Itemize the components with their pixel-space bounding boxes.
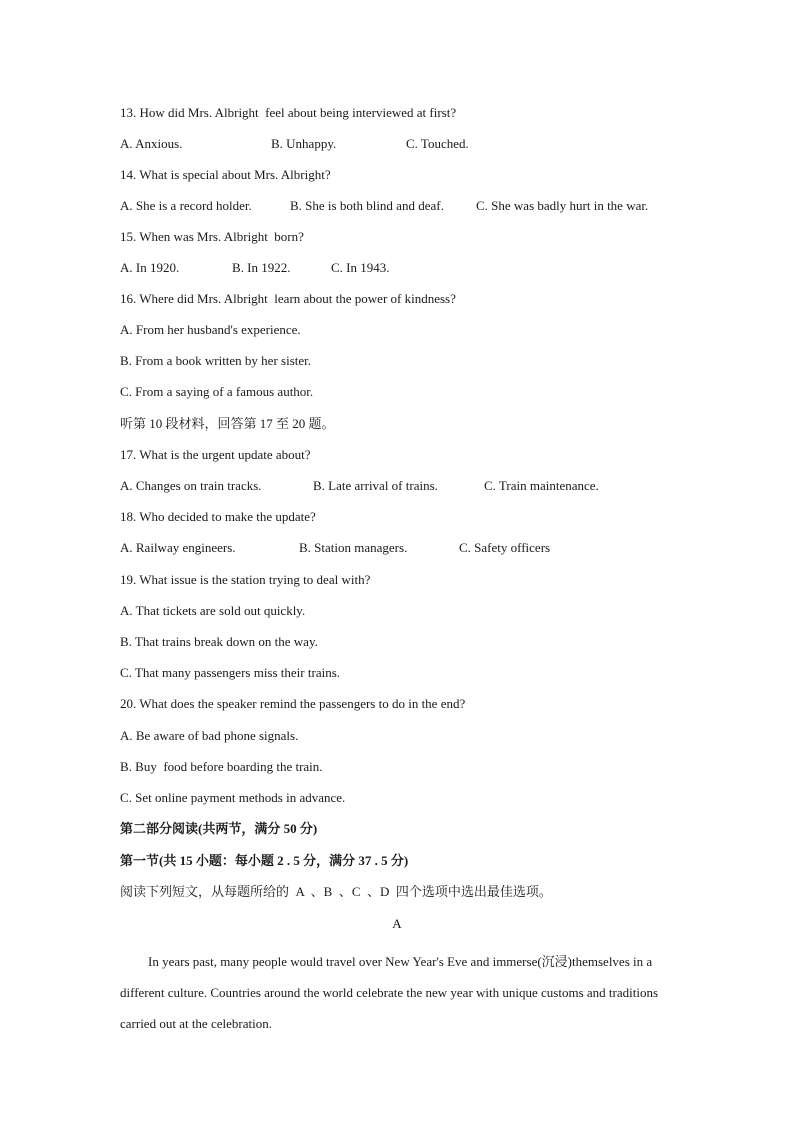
question-20-stem: 20. What does the speaker remind the passengers to do in the end? <box>120 696 466 711</box>
question-18-option-c: C. Safety officers <box>459 540 551 555</box>
question-17-stem: 17. What is the urgent update about? <box>120 447 311 462</box>
question-14-option-b: B. She is both blind and deaf. <box>290 198 444 213</box>
question-14-option-a: A. She is a record holder. <box>120 198 252 213</box>
question-17-option-c: C. Train maintenance. <box>484 478 599 493</box>
question-15-option-c: C. In 1943. <box>331 260 390 275</box>
question-13-option-a: A. Anxious. <box>120 136 183 151</box>
question-13-stem: 13. How did Mrs. Albright feel about being interviewed at first? <box>120 105 457 120</box>
question-18-stem: 18. Who decided to make the update? <box>120 509 316 524</box>
question-16-stem: 16. Where did Mrs. Albright learn about the power of kindness? <box>120 291 456 306</box>
part2-title: 第二部分阅读(共两节，满分 50 分) <box>120 821 318 836</box>
question-16-option-c: C. From a saying of a famous author. <box>120 384 314 399</box>
question-15-option-a: A. In 1920. <box>120 260 180 275</box>
question-15-option-b: B. In 1922. <box>232 260 291 275</box>
part2-instruction: 阅读下列短文，从每题所给的 A 、B 、C 、D 四个选项中选出最佳选项。 <box>120 884 552 899</box>
question-19-option-c: C. That many passengers miss their trains. <box>120 665 341 680</box>
passage-label: A <box>392 916 402 931</box>
question-19-option-b: B. That trains break down on the way. <box>120 634 318 649</box>
question-18-option-b: B. Station managers. <box>299 540 408 555</box>
question-13-option-c: C. Touched. <box>406 136 469 151</box>
question-20-option-b: B. Buy food before boarding the train. <box>120 759 323 774</box>
part2-section1-title: 第一节(共 15 小题：每小题 2 . 5 分，满分 37 . 5 分) <box>120 853 409 868</box>
passage-paragraph: In years past, many people would travel over New Year's Eve and immerse(沉浸)themselves in a different culture. Countries around the world celebrate the new year with unique customs and traditions carried out at the celebration. <box>120 954 659 1031</box>
question-16-option-b: B. From a book written by her sister. <box>120 353 312 368</box>
question-19-stem: 19. What issue is the station trying to deal with? <box>120 572 371 587</box>
section-instruction-10: 听第 10 段材料，回答第 17 至 20 题。 <box>120 416 335 431</box>
question-15-stem: 15. When was Mrs. Albright born? <box>120 229 304 244</box>
question-13-option-b: B. Unhappy. <box>271 136 337 151</box>
question-16-option-a: A. From her husband's experience. <box>120 322 301 337</box>
question-19-option-a: A. That tickets are sold out quickly. <box>120 603 306 618</box>
question-17-option-b: B. Late arrival of trains. <box>313 478 438 493</box>
question-14-option-c: C. She was badly hurt in the war. <box>476 198 649 213</box>
question-14-stem: 14. What is special about Mrs. Albright? <box>120 167 331 182</box>
question-20-option-c: C. Set online payment methods in advance. <box>120 790 346 805</box>
question-17-option-a: A. Changes on train tracks. <box>120 478 262 493</box>
question-20-option-a: A. Be aware of bad phone signals. <box>120 728 299 743</box>
question-18-option-a: A. Railway engineers. <box>120 540 236 555</box>
